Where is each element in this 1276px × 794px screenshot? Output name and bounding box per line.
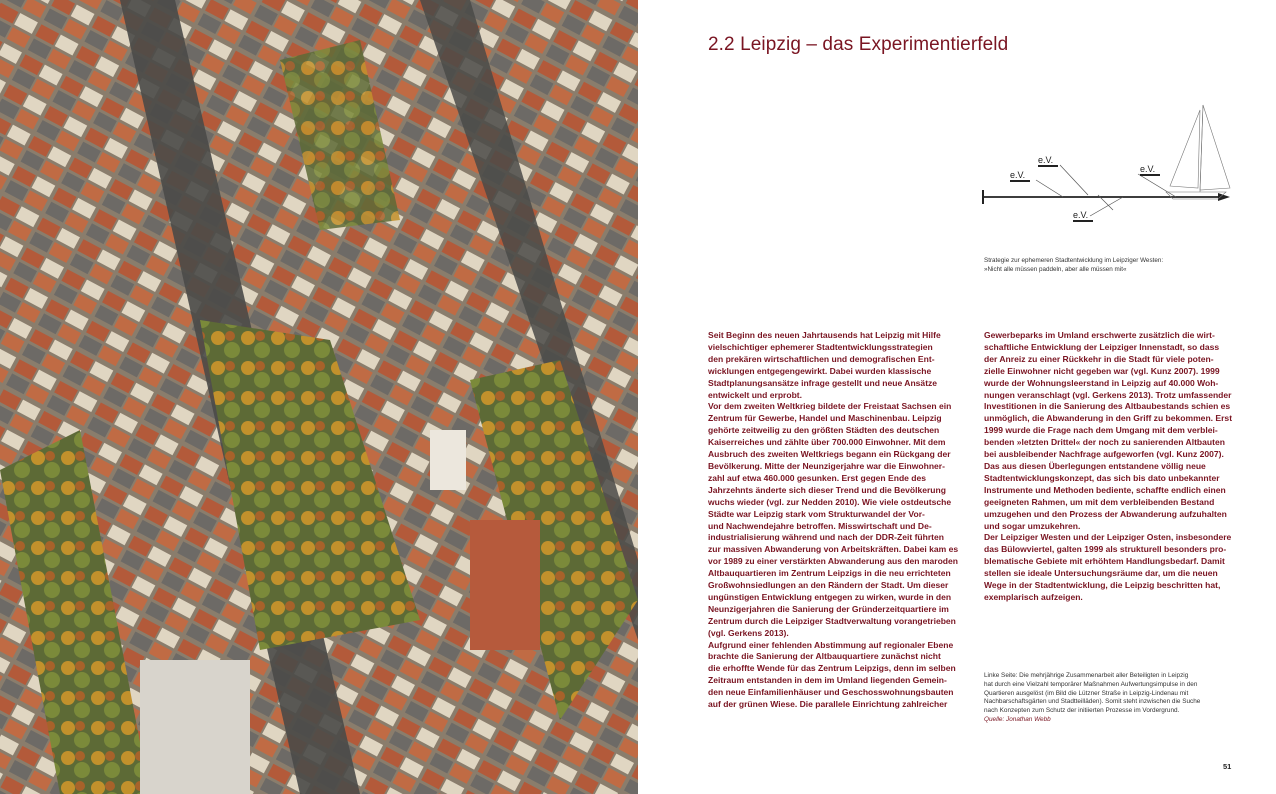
text-line: gehörte zeitweilig zu den größten Städten des deutschen (708, 425, 940, 436)
text-line: industrialisierung während und nach der DDR-Zeit führten (708, 532, 945, 543)
text-line: (vgl. Gerkens 2013). (708, 627, 789, 638)
text-line: der Anreiz zu einer Rückkehr in die Stadt für viele poten- (984, 353, 1214, 364)
text-line: benden »letzten Drittel« der noch zu sanierenden Altbauten (984, 437, 1225, 448)
caption-line: nach Konzepten zum Schutz der initiierten Prozesse im Vordergrund. (984, 707, 1180, 715)
diagram-label-2: e.V. (1038, 155, 1054, 165)
paddle-boat-diagram (978, 100, 1248, 240)
caption-line: Quartieren ausgelöst (im Bild die Lützner Straße in Leipzig-Lindenau mit (984, 689, 1189, 697)
text-line: Vor dem zweiten Weltkrieg bildete der Freistaat Sachsen ein (708, 401, 952, 412)
text-line: Zentrum durch die Leipziger Stadtverwaltung vorangetrieben (708, 615, 956, 626)
text-line: Gewerbeparks im Umland erschwerte zusätzlich die wirt- (984, 330, 1215, 340)
diagram-label-1: e.V. (1010, 170, 1026, 180)
text-line: und Nachwendejahre betroffen. Misswirtschaft und De- (708, 520, 932, 531)
text-line: exemplarisch aufzeigen. (984, 591, 1083, 602)
text-line: Städte war Leipzig stark vom Strukturwandel der Vor- (708, 508, 925, 519)
diagram-label-4: e.V. (1140, 164, 1156, 174)
diagram-caption-line: »Nicht alle müssen paddeln, aber alle müssen mit« (984, 266, 1127, 273)
text-line: die erhoffte Wende für das Zentrum Leipzigs, denn im selben (708, 663, 956, 674)
text-line: Wege in der Stadtentwicklung, die Leipzig beschritten hat, (984, 580, 1221, 591)
caption-line: hat durch eine Vielzahl temporärer Maßnahmen Aufwertungsimpulse in den (984, 680, 1198, 688)
text-line: stellen sie ideale Untersuchungsräume dar, um die neuen (984, 568, 1218, 579)
text-line: wuchs wieder (vgl. zur Nedden 2010). Wie viele ostdeutsche (708, 496, 952, 507)
photo-caption (984, 672, 1254, 725)
text-line: auf der grünen Wiese. Die parallele Einrichtung zahlreicher (708, 699, 948, 710)
text-line: bei ausbleibender Nachfrage aufgeworfen (vgl. Kunz 2007). (984, 449, 1224, 460)
text-line: Seit Beginn des neuen Jahrtausends hat Leipzig mit Hilfe (708, 330, 941, 340)
text-line: vor 1989 zu einer verstärkten Abwanderung aus den maroden (708, 556, 958, 567)
diagram-caption (984, 256, 1224, 274)
diagram-label-3: e.V. (1073, 210, 1089, 220)
body-text-left (708, 330, 983, 711)
text-line: Das aus diesen Überlegungen entstandene völlig neue (984, 460, 1206, 471)
text-line: umzugehen und den Prozess der Abwanderung aufzuhalten (984, 508, 1227, 519)
text-line: wurde der Wohnungsleerstand in Leipzig auf 40.000 Woh- (984, 377, 1219, 388)
text-line: ungünstigen Entwicklung entgegen zu wirken, wurde in den (708, 591, 952, 602)
text-line: den prekären wirtschaftlichen und demografischen Ent- (708, 353, 935, 364)
text-line: 1999 wurde die Frage nach dem Umgang mit dem verblei- (984, 425, 1218, 436)
strategy-diagram (978, 100, 1248, 240)
text-line: den neue Einfamilienhäuser und Geschosswohnungsbauten (708, 687, 954, 698)
text-line: Altbauquartieren im Zentrum Leipzigs in die neu errichteten (708, 568, 951, 579)
text-line: vielschichtiger ephemerer Stadtentwicklungsstrategien (708, 341, 933, 352)
section-heading: 2.2 Leipzig – das Experimentierfeld (708, 34, 1009, 55)
text-line: das Bülowviertel, galten 1999 als strukturell besonders pro- (984, 544, 1227, 555)
caption-line: Nachbarschaftsgärten und Stadtteilläden). Somit steht inzwischen die Suche (984, 698, 1201, 706)
page-number: 51 (1223, 762, 1232, 771)
text-line: Zeitraum entstanden in dem im Umland liegenden Gemein- (708, 675, 947, 686)
text-line: unmöglich, die Abwanderung in den Griff zu bekommen. Erst (984, 413, 1233, 424)
caption-line: Linke Seite: Die mehrjährige Zusammenarbeit aller Beteiligten in Leipzig (984, 672, 1189, 679)
text-line: zielle Einwohner nicht gegeben war (vgl. Kunz 2007). 1999 (984, 365, 1220, 376)
text-line: geeigneten Rahmen, um mit dem verbleibenden Bestand (984, 496, 1215, 507)
text-line: zahl auf etwa 460.000 gesunken. Erst gegen Ende des (708, 472, 927, 483)
text-line: entwickelt und erprobt. (708, 389, 803, 400)
text-line: wicklungen entgegengewirkt. Dabei wurden klassische (708, 365, 932, 376)
text-line: und sogar umzukehren. (984, 520, 1081, 531)
diagram-caption-line: Strategie zur ephemeren Stadtentwicklung im Leipziger Westen: (984, 257, 1164, 264)
text-line: zur massiven Abwanderung von Arbeitskräften. Dabei kam es (708, 544, 959, 555)
text-line: brachte die Sanierung der Altbauquartiere zunächst nicht (708, 651, 941, 662)
text-line: nungen veranschlagt (vgl. Gerkens 2013). Trotz umfassender (984, 389, 1232, 400)
text-line: Jahrzehnts änderte sich dieser Trend und die Bevölkerung (708, 484, 946, 495)
text-line: schaftliche Entwicklung der Leipziger Innenstadt, so dass (984, 341, 1220, 352)
text-line: blematische Gebiete mit erhöhtem Handlungsbedarf. Damit (984, 556, 1225, 567)
photo-credit: Quelle: Jonathan Webb (984, 715, 1051, 723)
text-line: Stadtplanungsansätze infrage gestellt und neue Ansätze (708, 377, 938, 388)
text-line: Der Leipziger Westen und der Leipziger Osten, insbesondere (984, 532, 1232, 543)
text-line: Instrumente und Methoden bediente, schaffte endlich einen (984, 484, 1226, 495)
text-line: Kaiserreiches und zählte über 700.000 Einwohner. Mit dem (708, 437, 946, 448)
text-line: Bevölkerung. Mitte der Neunzigerjahre war die Einwohner- (708, 460, 945, 471)
text-line: Großwohnsiedlungen an den Rändern der Stadt. Um dieser (708, 580, 949, 591)
text-page (638, 0, 1276, 794)
text-line: Investitionen in die Sanierung des Altbaubestands schien es (984, 401, 1231, 412)
text-line: Zentrum für Gewerbe, Handel und Maschinenbau. Leipzig (708, 413, 942, 424)
text-line: Neunzigerjahren die Sanierung der Gründerzeitquartiere im (708, 603, 949, 614)
text-line: Stadtentwicklungskonzept, das sich bis dato unbekannter (984, 472, 1220, 483)
body-text-right (984, 330, 1259, 604)
text-line: Aufgrund einer fehlenden Abstimmung auf regionaler Ebene (708, 639, 954, 650)
text-line: Ausbruch des zweiten Weltkriegs begann ein Rückgang der (708, 449, 951, 460)
